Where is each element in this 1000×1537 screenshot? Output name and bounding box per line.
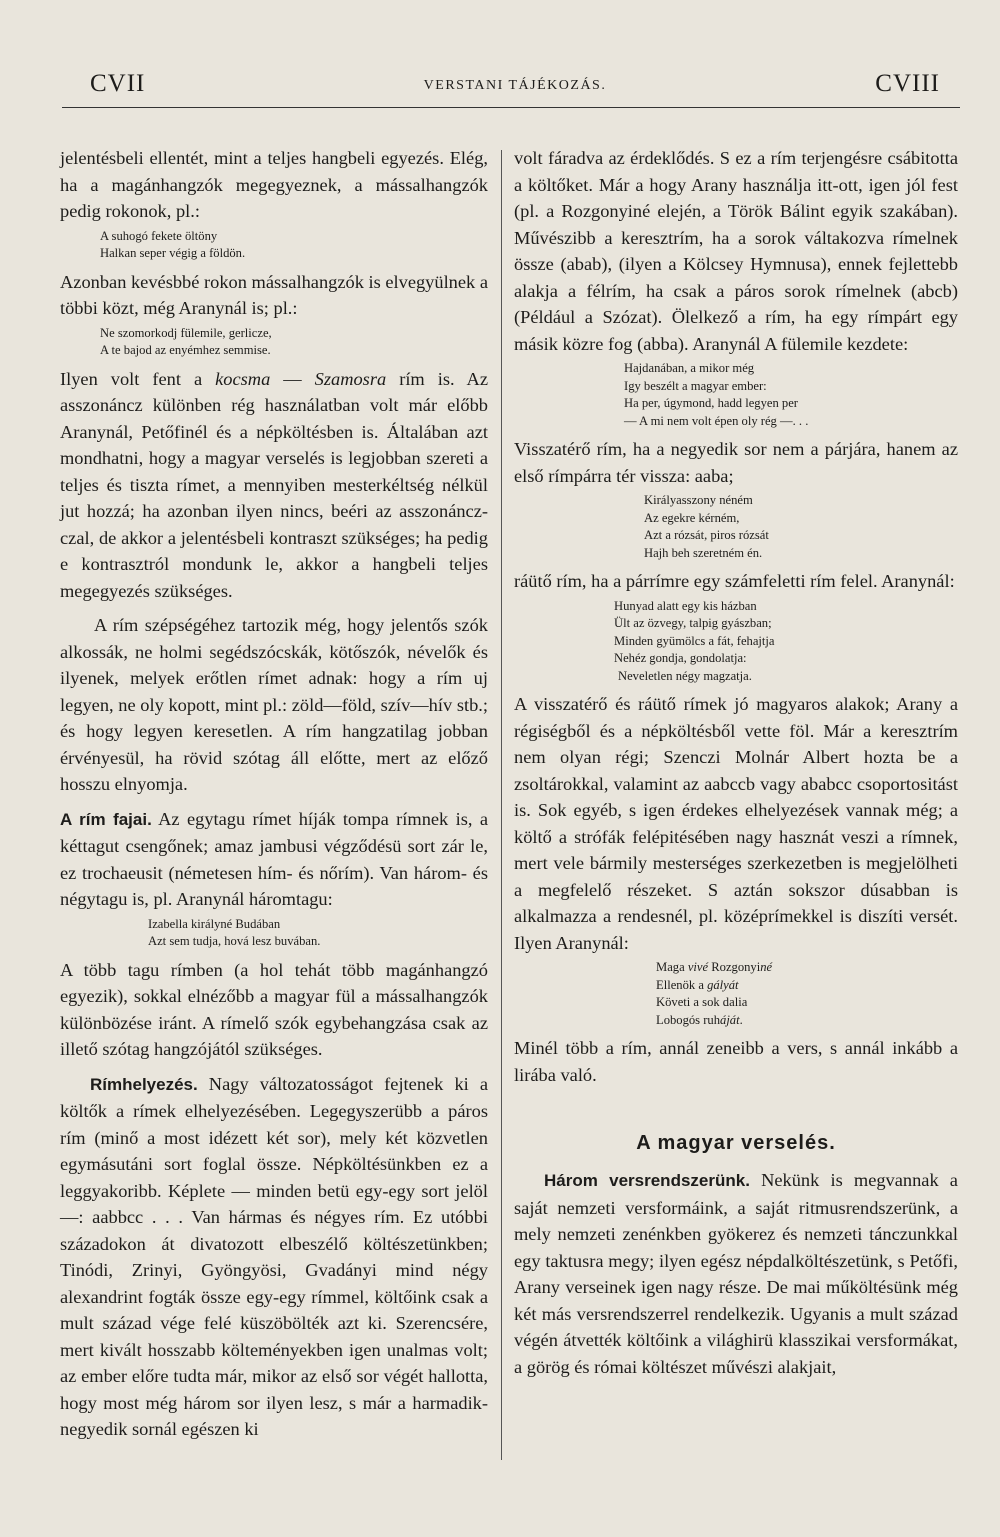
- verse-line: Királyasszony néném: [644, 493, 753, 507]
- column-divider: [501, 150, 502, 1460]
- verse-line: Lobogós ruháját.: [656, 1012, 743, 1027]
- paragraph: [60, 1071, 488, 1443]
- section-title: A magyar verselés.: [636, 1132, 836, 1154]
- paragraph: Azonban kevésbbé rokon mássalhangzók is elvegyülnek a többi közt, még Aranynál is; pl.:: [60, 271, 488, 318]
- verse-line: Ült az özvegy, talpig gyászban;: [614, 616, 772, 630]
- verse-line: Izabella királyné Budában: [148, 916, 281, 931]
- text-run: rím is. Az asszonáncz különben rég használatban volt már előbb Aranynál, Petőfinél és a népköltésben is. Általában azt mondhatni, hogy a magyar verselés is legjobban szereti a teljes és tiszta rímet, a mennyiben mesterkéltség nélkül jut hozzá; ha azonban ilyen nincs, beéri az asszonáncz-czal, de akkor a jelentésbeli kontraszt szükséges; ha pedig e kontrasztról mondunk le, akkor a hangbeli teljes megegyezés szükséges.: [60, 368, 489, 601]
- italic-word: kocsma: [215, 368, 271, 389]
- text-run: —: [270, 368, 315, 389]
- verse-line: Igy beszélt a magyar ember:: [624, 378, 767, 393]
- paragraph: volt fáradva az érdeklődés. S ez a rím terjengésre csábitotta a költőket. Már a hogy Arany használja itt-ott, igen jól fest (pl. a Rozgonyiné elején, a Török Bálint egyik szakában). Művészibb a keresztrím, ha a sorok váltakozva rímelnek össze (abab), (ilyen a Kölcsey Hymnusa), ennek fejlettebb alakja a félrím, ha csak a páros sorok rímelnek (abcb) (Például a Szózat). Ölelkező a rím, ha egy rímpárt egy másik közre fog (abba). Aranynál A fülemile kezdete:: [514, 148, 958, 354]
- verse-line: Azt a rózsát, piros rózsát: [644, 528, 769, 542]
- verse-line: Ellenök a gályát: [656, 977, 739, 992]
- verse-line: A te bajod az enyémhez semmise.: [100, 343, 271, 357]
- paragraph: [60, 806, 488, 913]
- paragraph: [60, 366, 488, 605]
- paragraph: Minél több a rím, annál zeneibb a vers, s annál inkább a lirába való.: [514, 1038, 958, 1085]
- header-rule: [62, 107, 960, 108]
- page-number-right: CVIII: [875, 70, 940, 97]
- verse-quote: [60, 325, 488, 360]
- paragraph: ráütő rím, ha a párrímre egy számfeletti rím felel. Aranynál:: [514, 571, 955, 591]
- verse-line: A suhogó fekete öltöny: [100, 228, 218, 243]
- verse-line: Halkan seper végig a földön.: [100, 246, 246, 260]
- verse-line: Azt sem tudja, hová lesz buvában.: [148, 934, 321, 948]
- verse-quote: [514, 959, 958, 1029]
- text-run: Ilyen volt fent a: [60, 368, 216, 389]
- verse-line: Ha per, úgymond, hadd legyen per: [624, 396, 799, 410]
- verse-quote: [514, 492, 958, 562]
- run-in-heading: A rím fajai.: [60, 809, 152, 829]
- left-column: [60, 145, 488, 1443]
- paragraph: Visszatérő rím, ha a negyedik sor nem a párjára, hanem az első rímpárra tér vissza: aaba;: [514, 439, 958, 486]
- verse-line: Maga vivé Rozgonyiné: [656, 960, 773, 974]
- verse-line: Hunyad alatt egy kis házban: [614, 598, 757, 613]
- verse-line: Ne szomorkodj fülemile, gerlicze,: [100, 325, 272, 340]
- verse-quote: [514, 360, 958, 430]
- run-in-heading: Három versrendszerünk.: [544, 1171, 750, 1190]
- verse-line: Az egekre kérném,: [644, 510, 740, 525]
- verse-line: Követi a sok dalia: [656, 995, 748, 1009]
- running-title: VERSTANI TÁJÉKOZÁS.: [423, 78, 607, 93]
- verse-line: Hajdanában, a mikor még: [624, 361, 755, 375]
- verse-line: Minden gyümölcs a fát, fehajtja: [614, 633, 775, 648]
- italic-word: Szamosra: [314, 368, 387, 389]
- right-column: [514, 145, 958, 1380]
- text-run: Nekünk is megvannak a saját nemzeti versformáink, a saját ritmusrendszerünk, a mely nemzeti zenénkben gyökerez és nemzeti tánczunkkal egy taktusra megy; ilyen egész népdalköltészetünk, s Petőfi, Arany verseinek igen nagy része. De mai műköltésünk még két más versrendszerrel rendelkezik. Ugyanis a mult század végén átvették költőink a világhirü klasszikai versformákat, a görög és római költészet művészi alakjait,: [514, 1170, 958, 1377]
- verse-line: Nehéz gondja, gondolatja:: [614, 651, 747, 665]
- verse-quote: [60, 228, 488, 263]
- text-run: Nagy változatosságot fejtenek ki a költők a rímek elhelyezésében. Legegyszerübb a páros rím (minő a most idézett két sor), mely két közvetlen egymásutáni sort foglal össze. Népköltésünkben ez a leggyakoribb. Képlete — minden betü egy-egy sort jelöl —: aabbcc . . . Van hármas és négyes rím. Ez utóbbi századokon át divatozott elbeszélő költészetünkben; Tinódi, Zrinyi, Gyöngyösi, Gvadányi mind négy alexandrint fogták össze egy-egy rímmel, költőink csak a mult század vége felé küszöbölték azt ki. Szerencsére, mert kivált hosszabb költeményekben igen unalmas volt; az ember előre tudta már, mikor az első sor végét hallotta, hogy most még három sor ilyen lesz, s már a harmadik-negyedik sornál egészen ki: [60, 1073, 488, 1439]
- paragraph: jelentésbeli ellentét, mint a teljes hangbeli egyezés. Elég, ha a magánhangzók megegyeznek, a mássalhangzók pedig rokonok, pl.:: [60, 148, 488, 221]
- paragraph: [514, 1167, 958, 1380]
- verse-quote: [60, 916, 488, 951]
- verse-quote: [514, 598, 958, 686]
- verse-line: — A mi nem volt épen oly rég —. . .: [624, 413, 809, 428]
- paragraph: A visszatérő és ráütő rímek jó magyaros alakok; Arany a régiségből és a népköltésből vette föl. Már a keresztrím nem olyan régi; Szenczi Molnár Albert hozta be a zsoltárokkal, valamint az aabccb vagy ababcc csoportositást is. Sok egyéb, s igen érdekes elhelyezések vannak még; a költő a strófák felépitésében nagy hasznát veszi a rímnek, mert vele bármily mesterséges szerkezetben is megjelölheti a megfelelő részeket. S aztán sokszor dúsabban is alkalmazza a rendesnél, pl. középrímekkel is diszíti versét. Ilyen Aranynál:: [514, 694, 958, 953]
- run-in-heading: Rímhelyezés.: [90, 1074, 198, 1094]
- page-number-left: CVII: [90, 70, 146, 97]
- page-header: [90, 70, 940, 110]
- text-run: Az egytagu rímet híják tompa rímnek is, a kéttagut csengőnek; amaz jambusi végződésü sort zár le, ez trochaeusit (németesen hím- és nőrím). Van három- és négytagu is, pl. Aranynál háromtagu:: [60, 808, 488, 909]
- verse-line: Hajh beh szeretném én.: [644, 545, 763, 560]
- verse-line: Neveletlen négy magzatja.: [618, 668, 752, 683]
- paragraph: A rím szépségéhez tartozik még, hogy jelentős szók alkossák, ne holmi segédszócskák, kötőszók, névelők és ilyenek, melyek erőtlen rímet adnak: hogy a rím uj legyen, ne oly kopott, mint pl.: zöld—föld, szív—hív stb.; és hogy legyen keresetlen. A rím hangzatilag jobban érvényesül, ha rövid szótag áll előtte, mert az előző hosszu elnyomja.: [60, 615, 488, 794]
- paragraph: A több tagu rímben (a hol tehát több magánhangzó egyezik), sokkal elnézőbb a magyar fül a mássalhangzók különbözése iránt. A rímelő szók egybehangzása csak az illető szótag hangzójától szükséges.: [60, 959, 488, 1059]
